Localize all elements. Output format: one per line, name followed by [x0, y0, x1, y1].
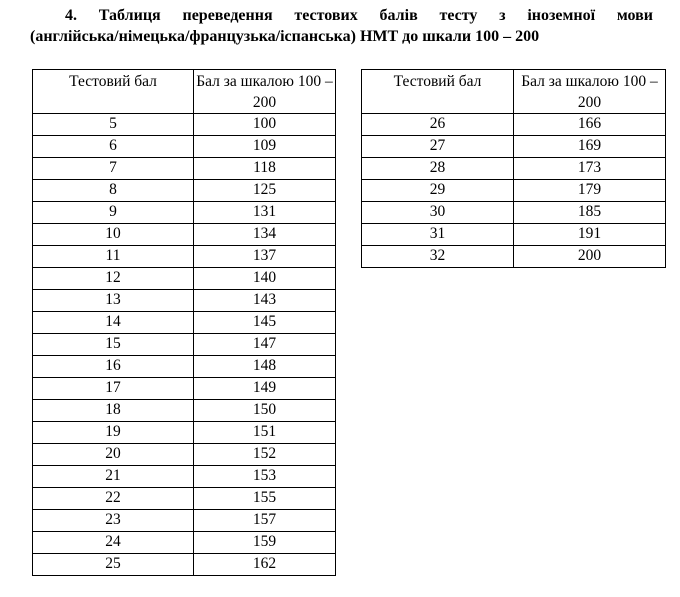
test-score-cell: 20: [33, 444, 194, 466]
scale-score-cell: 152: [194, 444, 336, 466]
test-score-cell: 23: [33, 510, 194, 532]
table-row: [33, 510, 336, 532]
test-score-cell: 31: [362, 224, 514, 246]
table-row: [33, 532, 336, 554]
table-row: [33, 114, 336, 136]
table-header-row: [33, 70, 336, 114]
table-row: [33, 488, 336, 510]
table-row: [33, 334, 336, 356]
conversion-table-left: [32, 69, 336, 576]
test-score-cell: 12: [33, 268, 194, 290]
scale-score-cell: 118: [194, 158, 336, 180]
table-row: [33, 268, 336, 290]
test-score-cell: 6: [33, 136, 194, 158]
table-row: [33, 466, 336, 488]
scale-score-cell: 131: [194, 202, 336, 224]
scale-score-cell: 151: [194, 422, 336, 444]
table-row: [362, 136, 666, 158]
table-body-right: [362, 114, 666, 268]
table-row: [33, 246, 336, 268]
scale-score-cell: 145: [194, 312, 336, 334]
table-row: [362, 180, 666, 202]
test-score-cell: 10: [33, 224, 194, 246]
test-score-cell: 17: [33, 378, 194, 400]
scale-score-cell: 134: [194, 224, 336, 246]
scale-score-cell: 191: [514, 224, 666, 246]
table-row: [33, 444, 336, 466]
scale-score-cell: 125: [194, 180, 336, 202]
test-score-cell: 5: [33, 114, 194, 136]
table-row: [33, 378, 336, 400]
scale-score-cell: 166: [514, 114, 666, 136]
table-row: [33, 180, 336, 202]
scale-score-cell: 148: [194, 356, 336, 378]
test-score-cell: 32: [362, 246, 514, 268]
test-score-cell: 18: [33, 400, 194, 422]
header-test-score: Тестовий бал: [33, 70, 194, 114]
table-row: [362, 114, 666, 136]
table-row: [33, 400, 336, 422]
table-row: [33, 136, 336, 158]
scale-score-cell: 100: [194, 114, 336, 136]
scale-score-cell: 147: [194, 334, 336, 356]
scale-score-cell: 185: [514, 202, 666, 224]
test-score-cell: 11: [33, 246, 194, 268]
scale-score-cell: 200: [514, 246, 666, 268]
scale-score-cell: 149: [194, 378, 336, 400]
test-score-cell: 24: [33, 532, 194, 554]
scale-score-cell: 140: [194, 268, 336, 290]
table-row: [33, 290, 336, 312]
table-row: [33, 356, 336, 378]
table-row: [362, 158, 666, 180]
test-score-cell: 8: [33, 180, 194, 202]
test-score-cell: 26: [362, 114, 514, 136]
scale-score-cell: 109: [194, 136, 336, 158]
test-score-cell: 30: [362, 202, 514, 224]
scale-score-cell: 157: [194, 510, 336, 532]
header-scale-score: Бал за шкалою 100 – 200: [194, 70, 336, 114]
test-score-cell: 7: [33, 158, 194, 180]
table-row: [33, 554, 336, 576]
scale-score-cell: 150: [194, 400, 336, 422]
header-test-score: Тестовий бал: [362, 70, 514, 114]
test-score-cell: 16: [33, 356, 194, 378]
table-row: [33, 312, 336, 334]
test-score-cell: 13: [33, 290, 194, 312]
conversion-table-right: [361, 69, 666, 268]
scale-score-cell: 137: [194, 246, 336, 268]
table-row: [33, 224, 336, 246]
title-line-1: 4. Таблиця переведення тестових балів тесту з іноземної мови: [65, 7, 653, 24]
test-score-cell: 29: [362, 180, 514, 202]
table-row: [33, 158, 336, 180]
test-score-cell: 19: [33, 422, 194, 444]
test-score-cell: 14: [33, 312, 194, 334]
page-title: [30, 5, 653, 47]
header-scale-score: Бал за шкалою 100 – 200: [514, 70, 666, 114]
scale-score-cell: 153: [194, 466, 336, 488]
table-row: [362, 246, 666, 268]
scale-score-cell: 173: [514, 158, 666, 180]
table-row: [362, 224, 666, 246]
scale-score-cell: 155: [194, 488, 336, 510]
test-score-cell: 9: [33, 202, 194, 224]
test-score-cell: 28: [362, 158, 514, 180]
scale-score-cell: 169: [514, 136, 666, 158]
table-row: [362, 202, 666, 224]
scale-score-cell: 143: [194, 290, 336, 312]
table-header-row: [362, 70, 666, 114]
test-score-cell: 21: [33, 466, 194, 488]
test-score-cell: 25: [33, 554, 194, 576]
table-body-left: [33, 114, 336, 576]
scale-score-cell: 162: [194, 554, 336, 576]
test-score-cell: 15: [33, 334, 194, 356]
scale-score-cell: 159: [194, 532, 336, 554]
table-row: [33, 422, 336, 444]
test-score-cell: 22: [33, 488, 194, 510]
table-row: [33, 202, 336, 224]
test-score-cell: 27: [362, 136, 514, 158]
scale-score-cell: 179: [514, 180, 666, 202]
title-line-2: (англійська/німецька/французька/іспанська) НМТ до шкали 100 – 200: [30, 28, 540, 45]
